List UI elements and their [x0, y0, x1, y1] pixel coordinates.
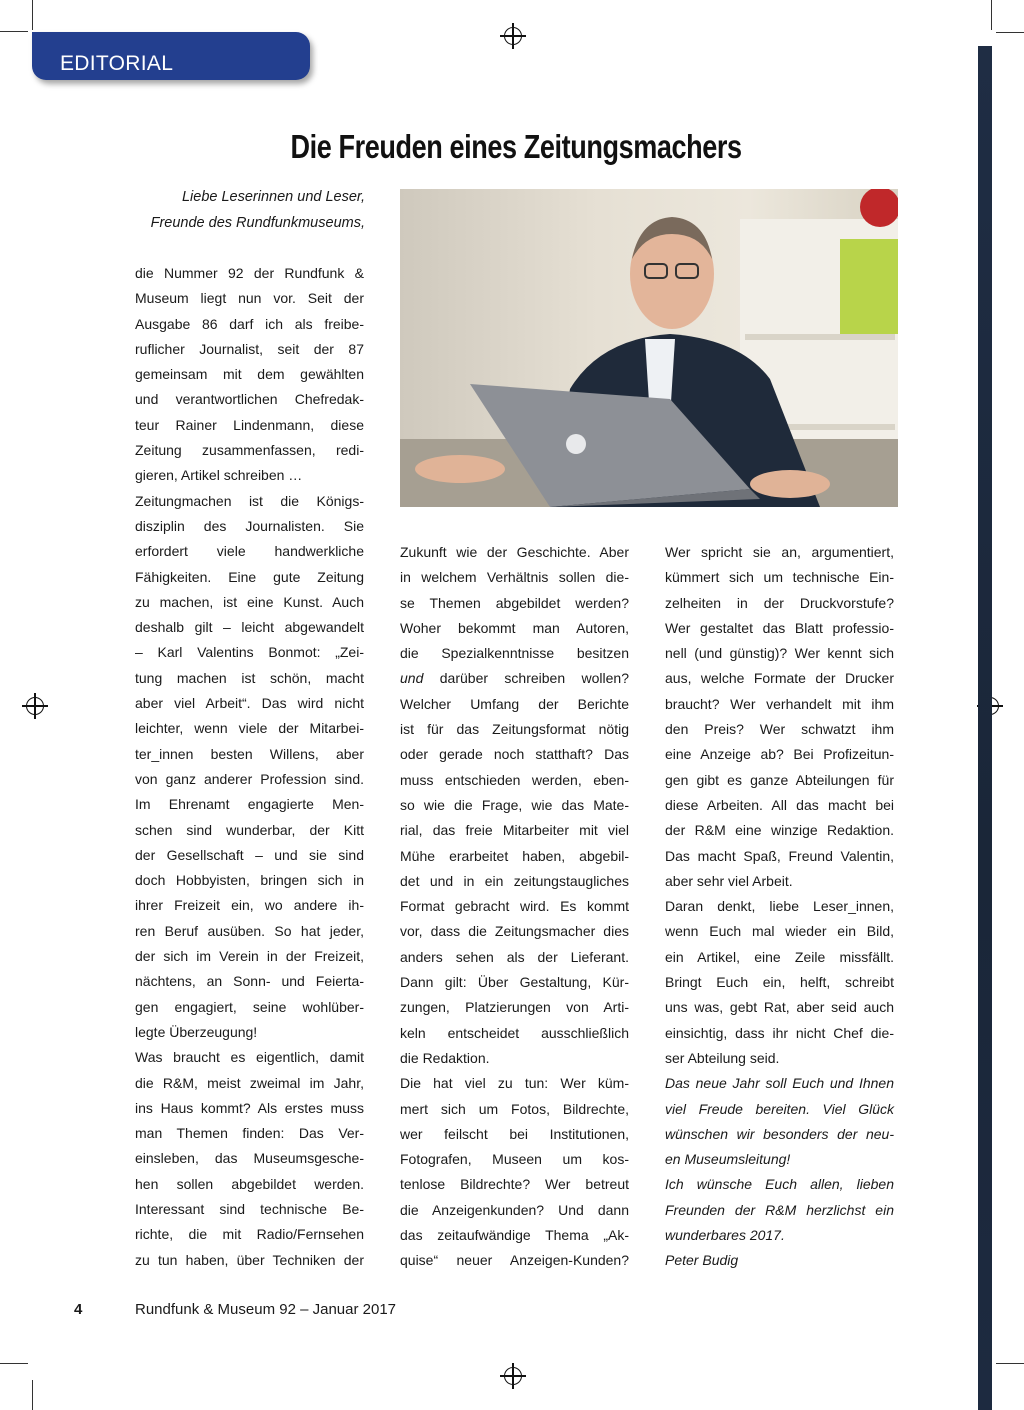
text-segment: darüber schreiben wollen? [423, 670, 629, 687]
text-line: schen sind wunderbar, der Kitt [135, 821, 364, 838]
text-line: die Nummer 92 der Rundfunk & [135, 265, 364, 281]
text-line: Ausgabe 86 darf ich als freibe- [135, 315, 364, 332]
text-line: ein Artikel, eine Zeile missfällt. [665, 948, 894, 965]
text-line: zelheiten in der Druckvorstufe? [665, 594, 894, 611]
text-line: gieren, Artikel schreiben … [135, 467, 303, 484]
decorative-side-strip [978, 46, 992, 1410]
crop-mark [0, 31, 28, 32]
registration-mark-icon [504, 1367, 522, 1385]
paragraph [665, 1248, 894, 1273]
paragraph [400, 1071, 629, 1273]
text-line: vor, dass die Zeitungsmacher dies [400, 923, 629, 940]
text-line: ser Abteilung seid. [665, 1049, 780, 1066]
text-line: anders sehen als der Lieferant. [400, 948, 629, 965]
text-line: Was braucht es eigentlich, damit [135, 1049, 364, 1066]
crop-mark [32, 1380, 33, 1410]
greeting-line: Liebe Leserinnen und Leser, [181, 189, 365, 205]
text-line: kümmert sich um technische Ein- [665, 569, 894, 586]
text-line: die Anzeigenkunden? Und dann [400, 1201, 629, 1218]
text-line: nell (und günstig)? Wer kennt sich [665, 645, 894, 662]
article-title-text: Die Freuden eines Zeitungsmachers [290, 128, 742, 165]
text-line: gemeinsam mit dem gewählten [135, 366, 364, 383]
text-line: Dann gilt: Über Gestaltung, Kür- [400, 974, 629, 991]
text-line: Wer gestaltet das Blatt professio- [665, 619, 894, 636]
greeting [120, 185, 365, 236]
text-line: das zeitaufwändige Thema „Ak- [400, 1227, 629, 1244]
paragraph [665, 1071, 894, 1172]
text-line: Fotografen, Museen um kos- [400, 1151, 629, 1168]
text-line: Woher bekommt man Autoren, [400, 619, 629, 636]
text-column-1 [135, 261, 364, 1273]
text-line: Wer spricht sie an, argumentiert, [665, 544, 894, 560]
text-line: en Museumsleitung! [665, 1151, 791, 1168]
text-line: Das macht Spaß, Freund Valentin, [665, 847, 894, 864]
text-line: Ich wünsche Euch allen, lieben [665, 1176, 894, 1193]
text-line: Mühe erarbeitet haben, abgebil- [400, 847, 629, 864]
registration-mark-icon [26, 697, 44, 715]
text-line: ter_innen besten Willens, aber [135, 745, 364, 762]
text-line: aber viel Arbeit“. Das wird nicht [135, 695, 364, 712]
text-line: diese Arbeiten. All das macht bei [665, 796, 894, 813]
text-line: Format gebracht wird. Es kommt [400, 898, 629, 915]
text-line: – Karl Valentins Bonmot: „Zei- [135, 644, 364, 661]
crop-mark [996, 32, 1024, 33]
text-line: Daran denkt, liebe Leser_innen, [665, 898, 894, 915]
text-line: Museum liegt nun vor. Seit der [135, 290, 364, 307]
text-line: eine Anzeige ab? Bei Profizeitun- [665, 746, 894, 763]
text-line: in welchem Verhältnis sollen die- [400, 569, 629, 586]
paragraph [135, 489, 364, 1046]
text-line: keln entscheidet ausschließlich [400, 1024, 629, 1041]
text-line: nächtens, an Sonn- und Feierta- [135, 973, 364, 990]
text-line: deshalb gilt – leicht abgewandelt [135, 619, 364, 636]
text-line: Das neue Jahr soll Euch und Ihnen [665, 1075, 894, 1092]
text-line: der Gesellschaft – und sie sind [135, 846, 364, 863]
text-line: von ganz anderer Profession sind. [135, 770, 364, 787]
text-line [400, 666, 629, 691]
text-line: man Themen finden: Das Ver- [135, 1125, 364, 1142]
text-line: aber sehr viel Arbeit. [665, 872, 793, 889]
text-line: legte Überzeugung! [135, 1023, 258, 1040]
text-line: muss entschieden werden, eben- [400, 771, 629, 788]
text-line: mert sich um Fotos, Bildrechte, [400, 1100, 629, 1117]
section-banner [32, 32, 310, 80]
text-line: wunderbares 2017. [665, 1227, 785, 1244]
text-line: se Themen abgebildet werden? [400, 594, 629, 611]
text-line: ren Beruf ausüben. So hat jeder, [135, 922, 364, 939]
text-line: gen gibt es ganze Abteilungen für [665, 771, 894, 788]
page-number: 4 [74, 1301, 83, 1318]
paragraph [665, 894, 894, 1071]
text-line: uns was, gebt Rat, aber seid auch [665, 999, 894, 1016]
text-line: tenlose Bildrechte? Wer betreut [400, 1176, 629, 1193]
text-column-2 [400, 540, 629, 1274]
text-line: zu machen, ist eine Kunst. Auch [135, 593, 364, 610]
text-line: aus, welche Formate der Drucker [665, 670, 894, 687]
text-line: Fähigkeiten. Eine gute Zeitung [135, 568, 364, 585]
text-line: Zeitungmachen ist die Königs- [135, 492, 364, 509]
text-line: hen sollen abgebildet werden. [135, 1175, 364, 1192]
paragraph [135, 261, 364, 489]
crop-mark [0, 1363, 28, 1364]
paragraph [665, 1172, 894, 1248]
text-line: und verantwortlichen Chefredak- [135, 391, 364, 408]
paragraph [665, 540, 894, 894]
text-line: erfordert viele handwerkliche [135, 543, 364, 560]
paragraph [400, 540, 629, 1071]
publication-info: Rundfunk & Museum 92 – Januar 2017 [135, 1301, 396, 1318]
text-line: der sich im Verein in der Freizeit, [135, 948, 364, 965]
text-line: wünschen wir besonders der neu- [665, 1125, 894, 1142]
text-line: zungen, Platzierungen von Arti- [400, 999, 629, 1016]
text-line: die R&M, meist zweimal im Jahr, [135, 1074, 364, 1091]
text-line: Bringt Euch ein, helft, schreibt [665, 974, 894, 991]
crop-mark [32, 0, 33, 30]
text-line: so wie die Frage, wie das Mate- [400, 796, 629, 813]
text-line: det und in ein zeitungstaugliches [400, 872, 629, 889]
text-line: zu tun haben, über Techniken der [135, 1251, 364, 1268]
text-line: braucht? Wer verhandelt mit ihm [665, 695, 894, 712]
text-line: gen engagiert, seine wohlüber- [135, 998, 364, 1015]
registration-mark-icon [504, 27, 522, 45]
crop-mark [991, 0, 992, 30]
text-line: die Redaktion. [400, 1049, 490, 1066]
text-line: ruflicher Journalist, seit der 87 [135, 340, 364, 357]
text-line: rial, das freie Mitarbeiter mit viel [400, 822, 629, 839]
article-title [0, 128, 1024, 166]
text-line: die Spezialkenntnisse besitzen [400, 645, 629, 662]
text-line: Zeitung zusammenfassen, redi- [135, 442, 364, 459]
text-segment: und [400, 670, 424, 687]
section-label: EDITORIAL [60, 52, 174, 75]
crop-mark [996, 1363, 1024, 1364]
text-line: doch Hobbyisten, bringen sich in [135, 872, 364, 889]
text-line: Peter Budig [665, 1252, 739, 1269]
text-column-3 [665, 540, 894, 1274]
text-line: teur Rainer Lindenmann, diese [135, 416, 364, 433]
text-line: wenn Euch mal wieder ein Bild, [665, 923, 894, 940]
text-line: leichter, wenn viele der Mitarbei- [135, 720, 364, 737]
text-line: oder gerade noch statthaft? Das [400, 746, 629, 763]
text-line: disziplin des Journalisten. Sie [135, 517, 364, 534]
text-line: Die hat viel zu tun: Wer küm- [400, 1075, 629, 1092]
text-line: der R&M eine winzige Redaktion. [665, 822, 894, 839]
text-line: viel Freude bereiten. Viel Glück [665, 1100, 894, 1117]
text-line: einsleben, das Museumsgesche- [135, 1150, 364, 1167]
text-line: wer feilscht bei Institutionen, [400, 1125, 629, 1142]
greeting-line: Freunde des Rundfunkmuseums, [150, 214, 365, 231]
author-photo [400, 189, 898, 507]
text-line: Interessant sind technische Be- [135, 1200, 364, 1217]
paragraph [135, 1045, 364, 1273]
text-line: Freunden der R&M herzlichst ein [665, 1201, 894, 1218]
text-line: richte, die mit Radio/Fernsehen [135, 1226, 364, 1243]
text-line: ist für das Zeitungsformat nötig [400, 721, 629, 738]
text-line: den Preis? Wer schwatzt ihm [665, 721, 894, 738]
text-line: Welcher Umfang der Berichte [400, 695, 629, 712]
text-line: Zukunft wie der Geschichte. Aber [400, 544, 629, 560]
text-line: quise“ neuer Anzeigen-Kunden? [400, 1252, 629, 1269]
text-line: ihrer Freizeit ein, wo andere ih- [135, 897, 364, 914]
text-line: einsichtig, dass ihr nicht Chef die- [665, 1024, 894, 1041]
text-line: ins Haus kommt? Als erstes muss [135, 1099, 364, 1116]
text-line: Im Ehrenamt engagierte Men- [135, 796, 364, 813]
text-line: tung machen ist schön, macht [135, 669, 364, 686]
